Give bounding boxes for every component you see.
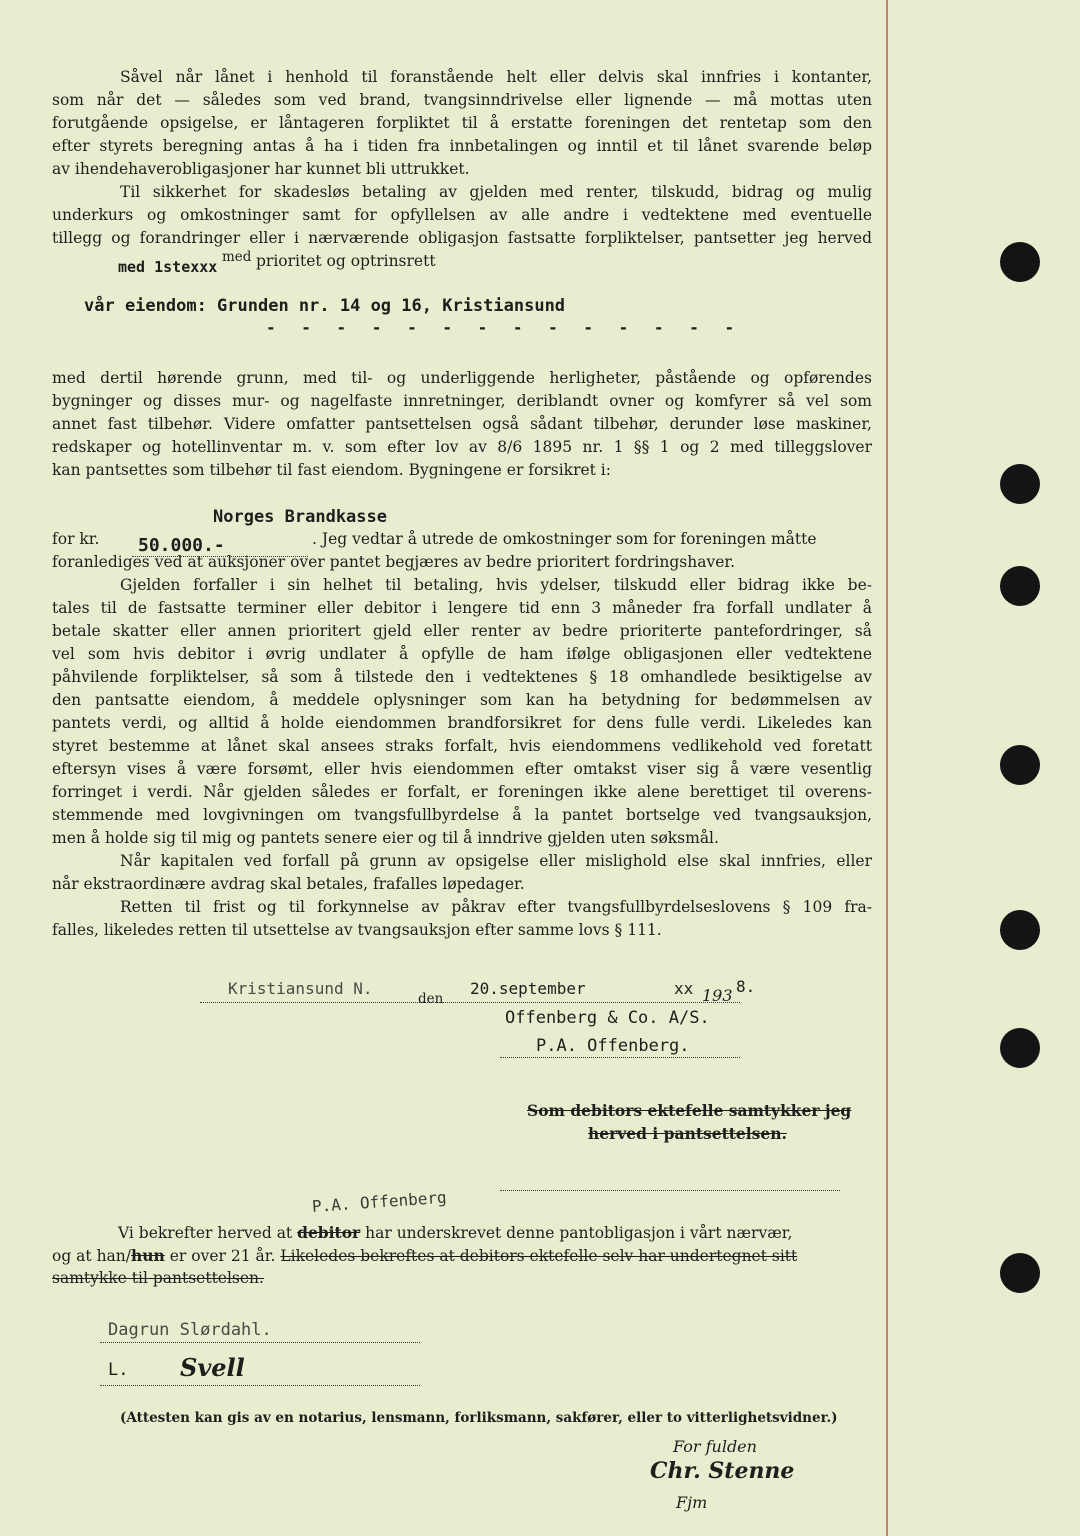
witness-dotted-line	[100, 1342, 420, 1343]
text-line: med dertil hørende grunn, med til- og underliggende herligheter, påstående og opførendes	[52, 369, 872, 387]
text-line: redskaper og hotellinventar m. v. som efter lov av 8/6 1895 nr. 1 §§ 1 og 2 med tilleggslover	[52, 438, 872, 456]
text-line: vel som hvis debitor i øvrig undlater å opfylle de ham ifølge obligasjonen eller vedtektene	[52, 645, 872, 663]
witness-2-signature: Svell	[180, 1353, 245, 1382]
text-line: kan pantsettes som tilbehør til fast eiendom. Bygningene er forsikret i:	[52, 461, 611, 479]
text-line: foranlediges ved at auksjoner over pantet begjæres av bedre prioritert fordringshaver.	[52, 553, 736, 571]
amount-label: for kr.	[52, 530, 100, 548]
text-line: Såvel når lånet i henhold til foranstående helt eller delvis skal innfries i kontanter,	[120, 68, 872, 86]
text-line: annet fast tilbehør. Videre omfatter pantsettelsen også sådant tilbehør, derunder løse maskiner,	[52, 415, 872, 433]
text-line: forringet i verdi. Når gjelden således er forfalt, er foreningen ikke alene berettiget til overens-	[52, 783, 872, 801]
punch-hole-icon	[1000, 1028, 1040, 1068]
punch-hole-icon	[1000, 745, 1040, 785]
punch-hole-icon	[1000, 910, 1040, 950]
text-line: eftersyn vises å være forsømt, eller hvis eiendommen efter omtakst viser sig å være vesentlig	[52, 760, 872, 778]
text-line: Til sikkerhet for skadesløs betaling av gjelden med renter, tilskudd, bidrag og mulig	[120, 183, 872, 201]
punch-hole-icon	[1000, 1253, 1040, 1293]
property-description: vår eiendom: Grunden nr. 14 og 16, Kristiansund	[84, 296, 566, 316]
text-line: tillegg og forandringer eller i nærværende obligasjon fastsatte forpliktelser, pantsetter jeg herved	[52, 229, 872, 247]
spouse-consent-struck: herved i pantsettelsen.	[588, 1124, 787, 1143]
punch-hole-icon	[1000, 464, 1040, 504]
punch-hole-icon	[1000, 566, 1040, 606]
text-line: tales til de fastsatte terminer eller debitor i lengere tid enn 3 måneder fra forfall undlater å	[52, 599, 872, 617]
insured-amount: 50.000.-	[138, 535, 225, 556]
text-line: Retten til frist og til forkynnelse av påkrav efter tvangsfullbyrdelseslovens § 109 fra-	[120, 898, 872, 916]
company-name: Offenberg & Co. A/S.	[505, 1008, 710, 1028]
signature-date: 20.september	[470, 979, 586, 998]
signer-name: P.A. Offenberg.	[536, 1036, 690, 1056]
text-line: falles, likeledes retten til utsettelse av tvangsauksjon efter samme lovs § 111.	[52, 921, 662, 939]
punch-hole-icon	[1000, 242, 1040, 282]
text-line: bygninger og disses mur- og nagelfaste innretninger, deriblandt ovner og komfyrer så vel som	[52, 392, 872, 410]
text-line: underkurs og omkostninger samt for opfyllelsen av alle andre i vedtektene med eventuelle	[52, 206, 872, 224]
signature-place: Kristiansund N.	[228, 979, 373, 998]
text-line: påhvilende forpliktelser, så som å tilstede den i vedtektenes § 18 omhandlede besiktigelse av	[52, 668, 872, 686]
bottom-signature-name: Chr. Stenne	[650, 1458, 795, 1484]
spouse-signature-line	[500, 1190, 840, 1191]
typed-xx: xx	[674, 979, 694, 998]
text-line: av ihendehaverobligasjoner har kunnet bli uttrukket.	[52, 160, 470, 178]
text-line: efter styrets beregning antas å ha i tiden fra innbetalingen og inntil et til lånet svarende beløp	[52, 137, 872, 155]
text-line: når ekstraordinære avdrag skal betales, frafalles løpedager.	[52, 875, 525, 893]
signer-dotted-line	[500, 1057, 740, 1058]
date-dotted-line	[200, 1002, 740, 1003]
attest-note: (Attesten kan gis av en notarius, lensmann, forliksmann, sakfører, eller to vitterlighetsvidner.)	[120, 1410, 838, 1426]
red-margin-line	[886, 0, 888, 1536]
bottom-signature-suffix: Fjm	[676, 1493, 708, 1512]
bottom-signature-line: For fulden	[673, 1437, 757, 1456]
text-line: forutgående opsigelse, er låntageren forpliktet til å erstatte foreningen det rentetap som den	[52, 114, 872, 132]
text-line: styret bestemme at lånet skal ansees straks forfalt, hvis eiendommens vedlikehold ved foretatt	[52, 737, 872, 755]
priority-text: prioritet og optrinsrett	[256, 252, 436, 270]
text-line: Gjelden forfaller i sin helhet til betaling, hvis ydelser, tilskudd eller bidrag ikke be-	[120, 576, 872, 594]
witness-1-name: Dagrun Slørdahl.	[108, 1320, 272, 1340]
text-line: men å holde sig til mig og pantets senere eier og til å inndrive gjelden uten søksmål.	[52, 829, 719, 847]
text-line: pantets verdi, og alltid å holde eiendommen brandforsikret for dens fulle verdi. Likeledes kan	[52, 714, 872, 732]
insurer-name: Norges Brandkasse	[213, 507, 387, 527]
dash-line: - - - - - - - - - - - - - -	[266, 318, 743, 337]
witness-dotted-line	[100, 1385, 420, 1386]
text-line: stemmende med lovgivningen om tvangsfullbyrdelse å la pantet bortselge ved tvangsauksjon,	[52, 806, 872, 824]
den-label: den	[418, 991, 444, 1007]
witness-2-initial: L.	[108, 1360, 129, 1380]
text-line: betale skatter eller annen prioritert gjeld eller renter av bedre prioriterte pantefordringer, så	[52, 622, 872, 640]
text-line: den pantsatte eiendom, å meddele oplysninger som kan ha betydning for bedømmelsen av	[52, 691, 872, 709]
year-suffix: 8.	[736, 977, 756, 996]
confirm-text-struck: samtykke til pantsettelsen.	[52, 1269, 264, 1287]
spouse-consent-struck: Som debitors ektefelle samtykker jeg	[527, 1101, 852, 1120]
witness-name: P.A. Offenberg	[311, 1187, 448, 1216]
text-line: . Jeg vedtar å utrede de omkostninger som for foreningen måtte	[312, 530, 817, 548]
typed-priority: med 1stexxx	[118, 258, 218, 276]
confirm-text: og at han/hun er over 21 år. Likeledes bekreftes at debitors ektefelle selv har undertegnet sitt	[52, 1246, 798, 1265]
text-line: som når det — således som ved brand, tvangsinndrivelse eller lignende — må mottas uten	[52, 91, 872, 109]
confirm-text: Vi bekrefter herved at debitor har underskrevet denne pantobligasjon i vårt nærvær,	[118, 1223, 793, 1242]
year-prefix: 193	[702, 986, 733, 1005]
text-line: Når kapitalen ved forfall på grunn av opsigelse eller mislighold else skal innfries, eller	[120, 852, 872, 870]
priority-sup: med	[222, 249, 252, 265]
